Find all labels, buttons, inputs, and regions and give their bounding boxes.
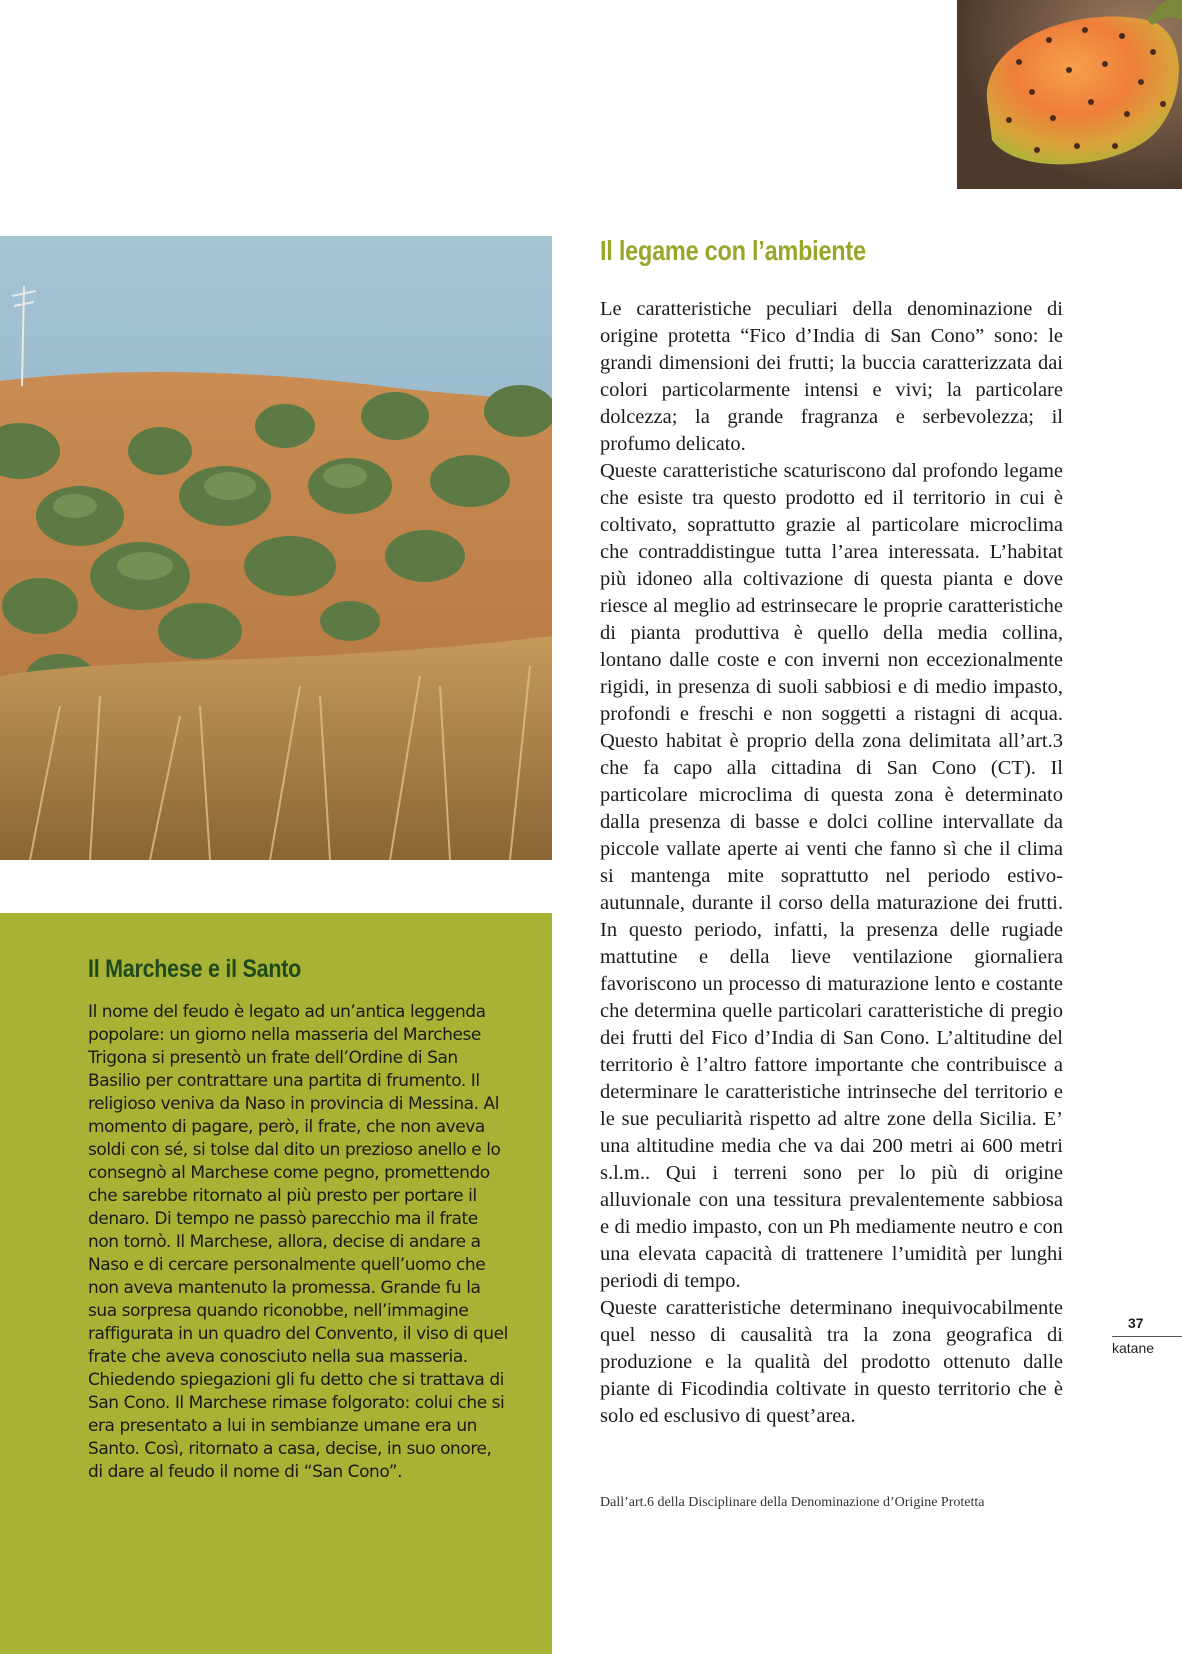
article-paragraph: Le caratteristiche peculiari della denominazione di origine protetta “Fico d’India di San Cono” sono: le grandi dimensioni dei frutti; la buccia caratterizzata dai colori particolarmente intensi e vivi; la particolare dolcezza; la grande fragranza e serbevolezza; il profumo delicato. bbox=[600, 298, 1063, 455]
cactus-field-illustration bbox=[0, 236, 552, 860]
article-body bbox=[600, 296, 1063, 1430]
article-paragraph: Queste caratteristiche determinano inequivocabilmente quel nesso di causalità tra la zona geografica di produzione e la qualità del prodotto ottenuto dalle piante di Ficodindia coltivate in questo territorio che è solo ed esclusivo di quest’area. bbox=[600, 1297, 1063, 1427]
sidebar-text: Il nome del feudo è legato ad un’antica leggenda popolare: un giorno nella masseria del Marchese Trigona si presentò un frate dell’Ordine di San Basilio per contrattare una partita di frumento. Il religioso veniva da Naso in provincia di Messina. Al momento di pagare, però, il frate, che non aveva soldi con sé, si tolse dal dito un prezioso anello e lo consegnò al Marchese come pegno, promettendo che sarebbe ritornato al più presto per portare il denaro. Di tempo ne passò parecchio ma il frate non tornò. Il Marchese, allora, decise di andare a Naso e di cercare personalmente quell’uomo che non aveva mantenuto la promessa. Grande fu la sua sorpresa quando riconobbe, nell’immagine raffigurata in un quadro del Convento, il viso di quel frate che aveva conosciuto nella sua masseria. Chiedendo spiegazioni gli fu detto che si trattava di San Cono. Il Marchese rimase folgorato: colui che si era presentato a lui in sembianze umane era un Santo. Così, ritornato a casa, decise, in suo onore, di dare al feudo il nome di “San Cono”. bbox=[88, 1002, 508, 1482]
sidebar-title: Il Marchese e il Santo bbox=[88, 955, 301, 983]
prickly-pear-photo bbox=[957, 0, 1182, 189]
magazine-name: katane bbox=[1112, 1340, 1155, 1356]
page-divider bbox=[1112, 1336, 1182, 1337]
prickly-pear-illustration bbox=[957, 0, 1182, 189]
article-paragraph: Queste caratteristiche scaturiscono dal profondo legame che esiste tra questo prodotto ed il territorio in cui è coltivato, soprattutto grazie al particolare microclima che contraddistingue tutta l’area interessata. L’habitat più idoneo alla coltivazione di questa pianta e dove riesce al meglio ad estrinsecare le proprie caratteristiche di pianta produttiva è quello della media collina, lontano dalle coste e con inverni non eccezionalmente rigidi, in presenza di suoli sabbiosi e di medio impasto, profondi e freschi e non soggetti a ristagni di acqua. Questo habitat è proprio della zona delimitata all’art.3 che fa capo alla cittadina di San Cono (CT). Il particolare microclima di questa zona è determinato dalla presenza di basse e dolci colline intervallate da piccole vallate aperte ai venti che fanno sì che il clima si mantenga mite soprattutto nel periodo estivo-autunnale, durante il corso della maturazione dei frutti. In questo periodo, infatti, la presenza delle rugiade mattutine e della lieve ventilazione giornaliera favoriscono un processo di maturazione lento e costante che determina quelle particolari caratteristiche di pregio dei frutti del Fico d’India di San Cono. L’altitudine del territorio è l’altro fattore importante che contribuisce a determinare le caratteristiche intrinseche del territorio e le sue peculiarità rispetto ad altre zone della Sicilia. E’ una altitudine media che va dai 200 metri ai 600 metri s.l.m.. Qui i terreni sono per lo più di origine alluvionale con una tessitura prevalentemente sabbiosa e di medio impasto, con un Ph mediamente neutro e con una elevata capacità di trattenere l’umidità per lunghi periodi di tempo. bbox=[600, 460, 1063, 1292]
cactus-field-photo bbox=[0, 236, 552, 860]
article-title: Il legame con l’ambiente bbox=[600, 235, 866, 266]
page-number: 37 bbox=[1128, 1315, 1144, 1331]
source-note: Dall’art.6 della Disciplinare della Denominazione d’Origine Protetta bbox=[600, 1495, 985, 1510]
